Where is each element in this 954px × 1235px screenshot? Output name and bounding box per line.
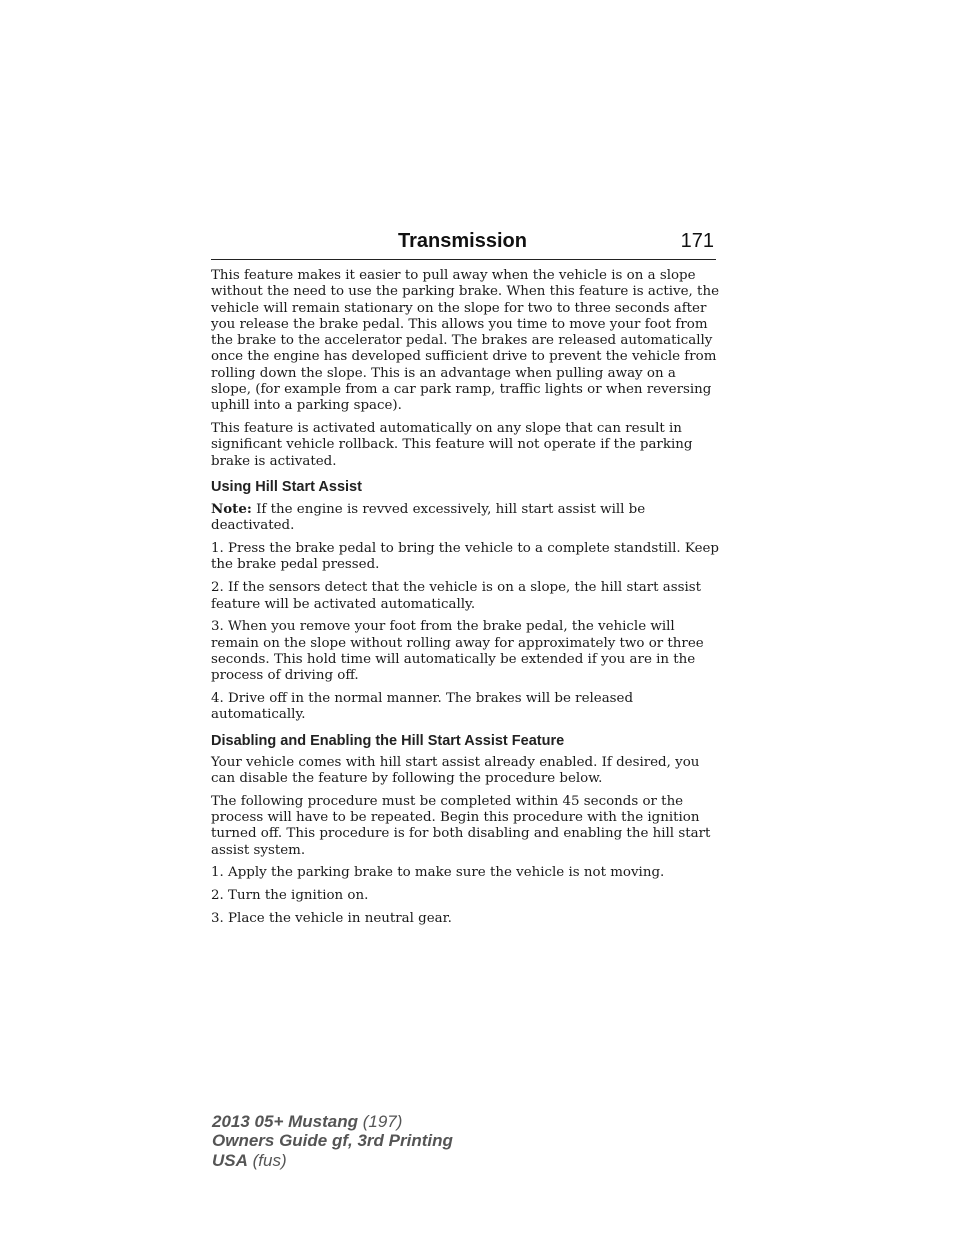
- footer-region-code: (fus): [247, 1150, 287, 1170]
- intro-paragraph-2: This feature is activated automatically on any slope that can result in significant vehicle rollback. This feature will not operate if the parking brake is activated.: [211, 421, 693, 469]
- section-heading-disabling: Disabling and Enabling the Hill Start Assist Feature: [211, 732, 565, 749]
- using-step-4: 4. Drive off in the normal manner. The brakes will be released automatically.: [211, 691, 634, 723]
- footer-region: USA: [212, 1150, 248, 1170]
- disabling-paragraph-2: The following procedure must be completed within 45 seconds or the process will have to be repeated. Begin this procedure with the ignition turned off. This procedure is for both disabling and enabling the hill start assist system.: [211, 793, 711, 858]
- disabling-step-1: 1. Apply the parking brake to make sure the vehicle is not moving.: [211, 865, 665, 881]
- footer-line-3: [212, 1151, 453, 1170]
- footer-line-2: [212, 1131, 453, 1150]
- note-label: Note:: [211, 501, 252, 518]
- page-body: [211, 268, 719, 934]
- note-text: If the engine is revved excessively, hill start assist will be deactivated.: [211, 502, 646, 534]
- disabling-paragraph-1: Your vehicle comes with hill start assist already enabled. If desired, you can disable the feature by following the procedure below.: [211, 754, 700, 786]
- page-footer: [212, 1112, 453, 1170]
- disabling-step-3: 3. Place the vehicle in neutral gear.: [211, 911, 452, 926]
- intro-paragraph-1: This feature makes it easier to pull away when the vehicle is on a slope without the need to use the parking brake. When this feature is active, the vehicle will remain stationary on the slope for two to three seconds after you release the brake pedal. This allows you time to move your foot from the brake to the accelerator pedal. The brakes are released automatically once the engine has developed sufficient drive to prevent the vehicle from rolling down the slope. This is an advantage when pulling away on a slope, (for example from a car park ramp, traffic lights or when reversing uphill into a parking space).: [211, 268, 719, 414]
- chapter-title: Transmission: [398, 230, 527, 252]
- section-heading-using: Using Hill Start Assist: [211, 479, 362, 496]
- page-header: [211, 228, 716, 260]
- using-step-3: 3. When you remove your foot from the brake pedal, the vehicle will remain on the slope without rolling away for approximately two or three seconds. This hold time will automatically be extended if you are in the process of driving off.: [211, 619, 704, 684]
- using-step-1: 1. Press the brake pedal to bring the vehicle to a complete standstill. Keep the brake pedal pressed.: [211, 541, 720, 573]
- note-paragraph: [211, 501, 719, 535]
- footer-line-1: [212, 1112, 453, 1131]
- footer-guide: Owners Guide gf, 3rd Printing: [212, 1131, 453, 1151]
- footer-model: 2013 05+ Mustang: [212, 1112, 358, 1131]
- footer-model-code: (197): [358, 1112, 403, 1131]
- disabling-step-2: 2. Turn the ignition on.: [211, 888, 369, 904]
- using-step-2: 2. If the sensors detect that the vehicle is on a slope, the hill start assist feature will be activated automatically.: [211, 580, 701, 612]
- page-number: 171: [680, 230, 714, 252]
